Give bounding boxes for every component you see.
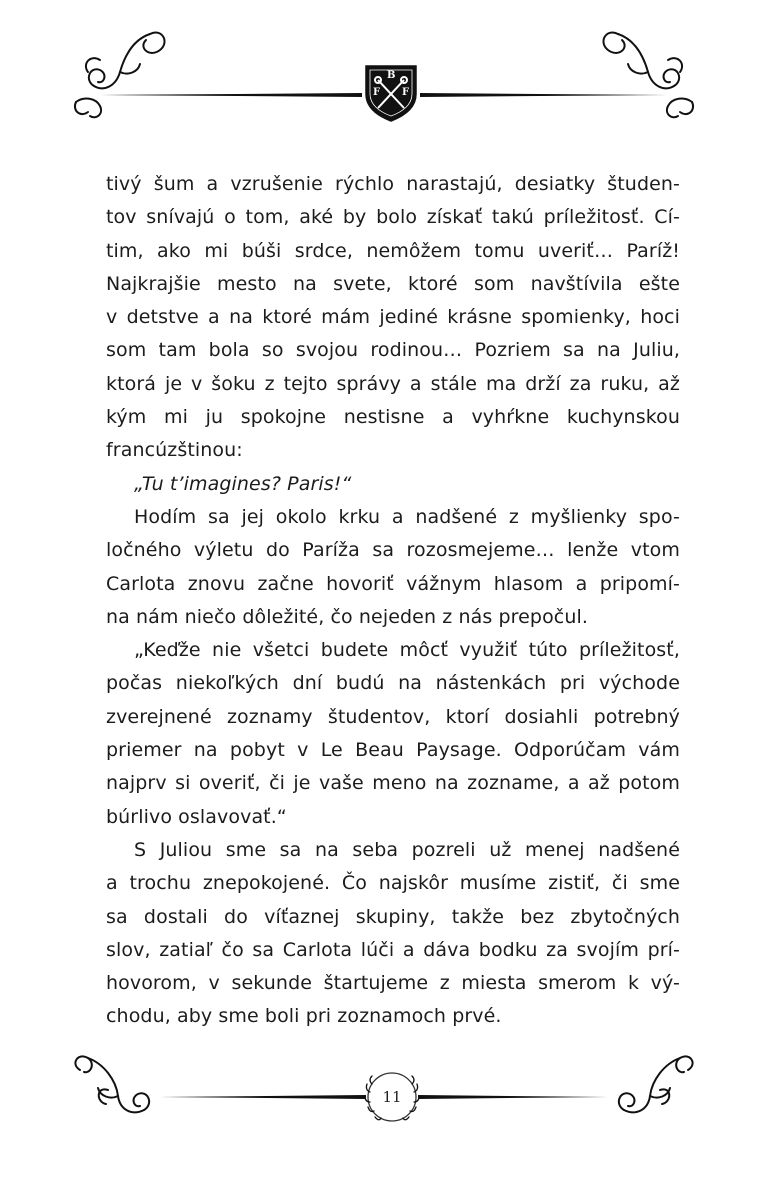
text-line: „Keďže nie všetci budete môcť využiť túto príležitosť, [134, 639, 680, 662]
left-flourish-icon [75, 33, 165, 118]
text-line: „Tu t’imagines? Paris!“ [134, 472, 352, 495]
text-line: tim, ako mi búši srdce, nemôžem tomu uveriť… Paríž! [106, 239, 680, 262]
right-bottom-divider-line [418, 1095, 608, 1099]
text-line: chodu, aby sme boli pri zoznamoch prvé. [106, 1005, 502, 1028]
text-line: počas niekoľkých dní budú na nástenkách pri východe [106, 672, 680, 695]
left-divider-line [100, 93, 362, 97]
crest-letter-top: B [387, 70, 396, 81]
text-line: ločného výletu do Paríža sa rozosmejeme… lenže vtom [106, 539, 680, 562]
left-bottom-flourish-icon [75, 1056, 149, 1112]
book-text [106, 168, 680, 1034]
text-line: som tam bola so svojou rodinou… Pozriem sa na Juliu, [106, 339, 680, 362]
text-line: hovorom, v sekunde štartujeme z miesta smerom k vý- [106, 972, 680, 995]
crest-letter-left: F [373, 87, 381, 98]
right-divider-line [420, 93, 668, 97]
text-line: a trochu znepokojené. Čo najskôr musíme zistiť, či sme [106, 872, 680, 895]
crest-logo [364, 64, 418, 122]
text-line: na nám niečo dôležité, čo nejeden z nás prepočul. [106, 605, 589, 628]
text-line: kým mi ju spokojne nestisne a vyhŕkne kuchynskou [106, 406, 680, 429]
text-line: francúzštinou: [106, 439, 243, 462]
text-line: priemer na pobyt v Le Beau Paysage. Odporúčam vám [106, 739, 680, 762]
left-bottom-divider-line [160, 1095, 366, 1099]
text-line: v detstve a na ktoré mám jediné krásne spomienky, hoci [106, 306, 680, 329]
text-line: najprv si overiť, či je vaše meno na zozname, a až potom [106, 772, 680, 795]
right-bottom-flourish-icon [619, 1056, 693, 1112]
text-line: tivý šum a vzrušenie rýchlo narastajú, desiatky študen- [106, 173, 680, 195]
right-flourish-icon [603, 33, 693, 118]
text-line: slov, zatiaľ čo sa Carlota lúči a dáva bodku za svojím prí- [106, 938, 680, 961]
crest-letter-right: F [402, 87, 410, 98]
text-line: Carlota znovu začne hovoriť vážnym hlasom a pripomí- [106, 572, 680, 595]
text-line: tov snívajú o tom, aké by bolo získať takú príležitosť. Cí- [106, 206, 680, 229]
text-line: búrlivo oslavovať.“ [106, 805, 287, 828]
text-line: zverejnené zoznamy študentov, ktorí dosiahli potrebný [106, 705, 680, 728]
text-line: sa dostali do víťaznej skupiny, takže bez zbytočných [106, 905, 680, 928]
page-number: 11 [382, 1088, 402, 1106]
text-line: Hodím sa jej okolo krku a nadšené z myšlienky spo- [134, 505, 680, 528]
text-line: Najkrajšie mesto na svete, ktoré som navštívila ešte [106, 272, 680, 295]
text-line: ktorá je v šoku z tejto správy a stále ma drží za ruku, až [106, 372, 680, 395]
text-line: S Juliou sme sa na seba pozreli už menej nadšené [134, 838, 680, 861]
